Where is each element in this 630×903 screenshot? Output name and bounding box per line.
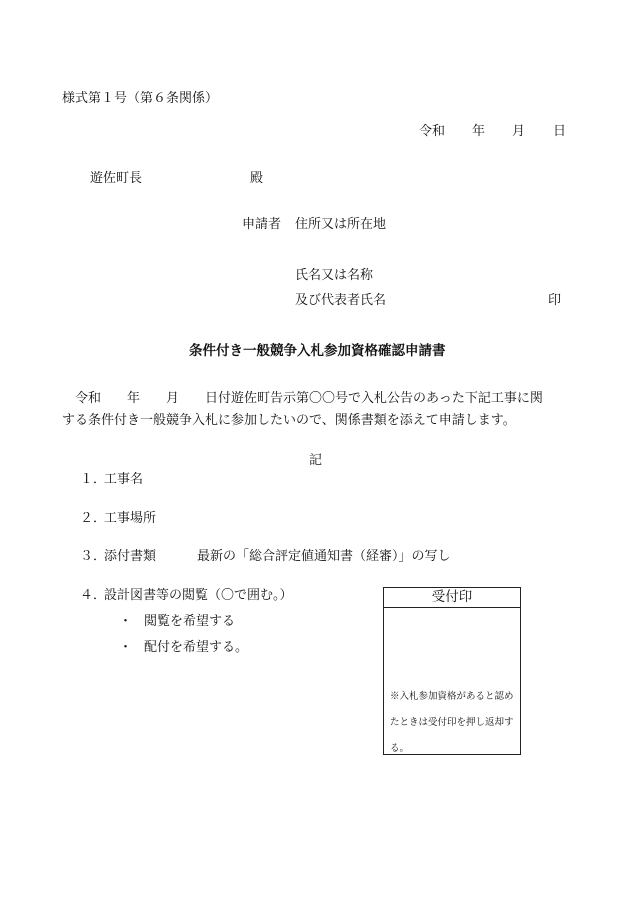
body-line-2: する条件付き一般競争入札に参加したいので、関係書類を添えて申請します。 (62, 413, 516, 428)
ki-heading: 記 (309, 453, 323, 468)
applicant-representative-label: 及び代表者氏名 (295, 293, 387, 308)
reception-stamp-note: ※入札参加資格があると認めたときは受付印を押し返却する。 (390, 691, 514, 754)
item-1-number: １． (80, 472, 107, 487)
item-3-value: 最新の「総合評定値通知書（経審）」の写し (197, 549, 451, 564)
body-paragraph (62, 388, 572, 432)
addressee-name: 遊佐町長 (90, 171, 143, 186)
reception-stamp-header: 受付印 (384, 588, 520, 608)
item-3-number: ３． (80, 549, 107, 564)
applicant-address-label: 住所又は所在地 (295, 217, 387, 232)
date-era: 令和 (419, 124, 446, 139)
applicant-seal: 印 (548, 293, 562, 308)
option-bullet-1: ・ (119, 614, 133, 629)
document-title: 条件付き一般競争入札参加資格確認申請書 (189, 343, 446, 359)
item-4-number: ４． (80, 588, 107, 603)
option-distribute: 配付を希望する。 (144, 640, 249, 655)
item-1-label: 工事名 (104, 472, 144, 487)
addressee-honorific: 殿 (250, 171, 264, 186)
item-3-label: 添付書類 (104, 549, 157, 564)
reception-stamp-box (383, 587, 521, 755)
date-day: 日 (553, 124, 567, 139)
item-2-label: 工事場所 (104, 511, 157, 526)
body-line-1: 令和 年 月 日付遊佐町告示第〇〇号で入札公告のあった下記工事に関 (75, 391, 543, 406)
date-month: 月 (512, 124, 526, 139)
applicant-name-label: 氏名又は名称 (295, 268, 374, 283)
option-bullet-2: ・ (119, 640, 133, 655)
form-number: 様式第１号（第６条関係） (62, 91, 219, 106)
applicant-label: 申請者 (242, 217, 282, 232)
option-view: 閲覧を希望する (144, 614, 236, 629)
item-4-label: 設計図書等の閲覧（〇で囲む。） (104, 588, 293, 603)
date-year: 年 (472, 124, 486, 139)
item-2-number: ２． (80, 511, 107, 526)
